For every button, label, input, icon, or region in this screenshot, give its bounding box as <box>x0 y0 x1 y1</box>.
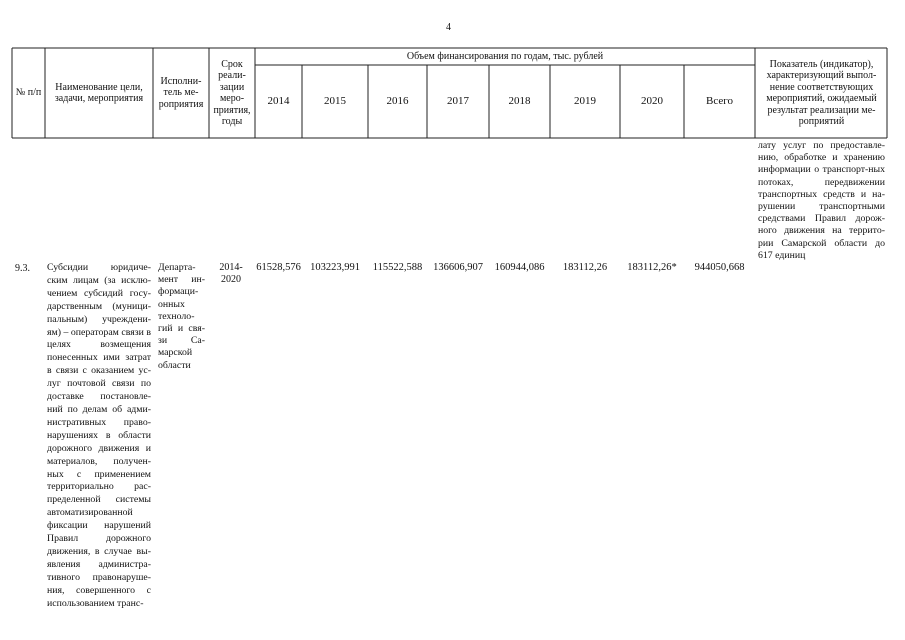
header-executor-column: Исполни-тель ме-роприятия <box>158 75 204 110</box>
row-value-2020: 183112,26* <box>627 262 677 273</box>
row-term: 2014-2020 <box>219 262 243 285</box>
header-number-column: № п/п <box>15 87 42 99</box>
header-year-2019: 2019 <box>574 95 596 108</box>
header-year-2017: 2017 <box>447 95 469 108</box>
header-year-2015: 2015 <box>324 95 346 108</box>
header-year-2016: 2016 <box>386 95 409 108</box>
header-year-2014: 2014 <box>267 95 290 108</box>
row-value-2017: 136606,907 <box>433 262 483 273</box>
row-value-2015: 103223,991 <box>310 262 360 273</box>
header-year-2020: 2020 <box>641 95 663 108</box>
row-executor: Департа-мент ин-формаци-онных техноло-гий и свя-зи Са-марской области <box>158 262 205 371</box>
row-value-2014: 61528,576 <box>256 262 301 273</box>
continued-indicator-text: лату услуг по предоставле-нию, обработке и хранению информации о транспорт-ных потоках, передвижении транспортных средств и на-рушении транспортными средствами Правил дорож-ного движения на террито-рии Самарской области до 617 единиц <box>758 140 885 261</box>
header-term-column: Срок реали-зации меро-приятия, годы <box>213 58 251 127</box>
header-funding-group: Объем финансирования по годам, тыс. рублей <box>406 50 604 62</box>
header-total-column: Всего <box>706 95 733 108</box>
row-value-2019: 183112,26 <box>562 262 608 273</box>
page-number: 4 <box>446 22 451 33</box>
header-indicator-column: Показатель (индикатор), характеризующий выпол-нение соответствующих мероприятий, ожидаемый результат реализации ме-роприятий <box>766 58 877 127</box>
header-name-column: Наименование цели, задачи, мероприятия <box>54 81 144 104</box>
header-year-2018: 2018 <box>508 95 531 108</box>
row-value-2018: 160944,086 <box>494 262 545 273</box>
row-value-2016: 115522,588 <box>372 262 423 273</box>
row-name: Субсидии юридиче-ским лицам (за исклю-чением субсидий госу-дарственным (муници-пальным) учреждени-ям) – операторам связи в целях возмещения понесенных ими затрат в связи с оказанием ус-луг почтовой связи по доставке постановле-ний по делам об адми-нистративных право-нарушениях в области дорожного движения и материалов, получен-ных с применением территориально рас-пределенной системы автоматизированной фиксации нарушений Правил дорожного движения, в случае вы-явления администра-тивного правонаруше-ния, совершенного с использованием транс- <box>47 262 151 609</box>
row-value-total: 944050,668 <box>694 262 745 273</box>
row-number: 9.3. <box>15 263 30 274</box>
